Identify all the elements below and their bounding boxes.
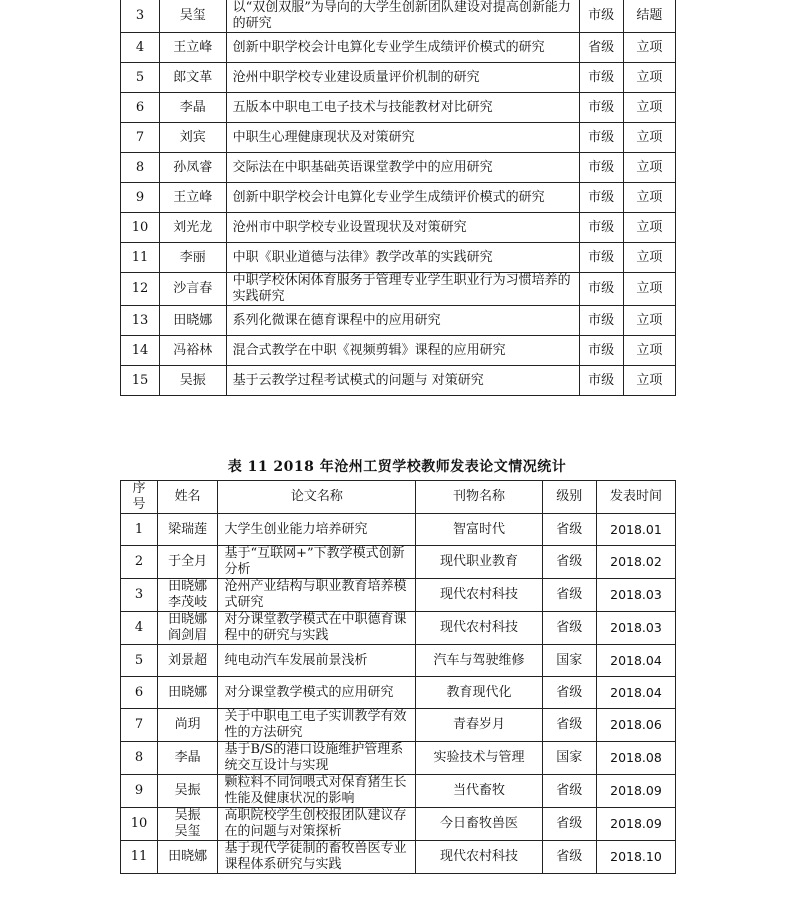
table-row bbox=[121, 709, 676, 742]
paper-date: 2018.03 bbox=[596, 612, 675, 645]
project-level: 市级 bbox=[579, 243, 623, 273]
project-status: 立项 bbox=[623, 123, 675, 153]
paper-level: 国家 bbox=[542, 645, 596, 677]
paper-journal: 现代农村科技 bbox=[416, 612, 542, 645]
paper-no: 1 bbox=[121, 514, 158, 546]
project-leader: 沙言春 bbox=[159, 273, 226, 306]
project-leader: 吴振 bbox=[159, 366, 226, 396]
papers-table bbox=[120, 480, 676, 874]
project-leader: 冯裕林 bbox=[159, 336, 226, 366]
project-title: 沧州市中职学校专业设置现状及对策研究 bbox=[226, 213, 579, 243]
paper-title: 纯电动汽车发展前景浅析 bbox=[218, 645, 416, 677]
project-title: 混合式教学在中职《视频剪辑》课程的应用研究 bbox=[226, 336, 579, 366]
paper-authors bbox=[157, 709, 218, 742]
paper-date: 2018.09 bbox=[596, 808, 675, 841]
project-no: 8 bbox=[121, 153, 160, 183]
project-status: 立项 bbox=[623, 213, 675, 243]
paper-date: 2018.10 bbox=[596, 841, 675, 874]
project-leader: 田晓娜 bbox=[159, 306, 226, 336]
project-status: 立项 bbox=[623, 153, 675, 183]
paper-no: 11 bbox=[121, 841, 158, 874]
project-title: 交际法在中职基础英语课堂教学中的应用研究 bbox=[226, 153, 579, 183]
project-level: 市级 bbox=[579, 123, 623, 153]
table-row bbox=[121, 33, 676, 63]
paper-authors bbox=[157, 775, 218, 808]
paper-no: 10 bbox=[121, 808, 158, 841]
header-name: 姓名 bbox=[157, 481, 218, 514]
paper-level: 国家 bbox=[542, 742, 596, 775]
paper-authors bbox=[157, 841, 218, 874]
project-title: 五版本中职电工电子技术与技能教材对比研究 bbox=[226, 93, 579, 123]
papers-table-header bbox=[121, 481, 676, 514]
table-row bbox=[121, 742, 676, 775]
project-level: 市级 bbox=[579, 153, 623, 183]
project-title: 中职《职业道德与法律》教学改革的实践研究 bbox=[226, 243, 579, 273]
paper-title: 颗粒料不同饲喂式对保育猪生长性能及健康状况的影响 bbox=[218, 775, 416, 808]
project-level: 市级 bbox=[579, 183, 623, 213]
project-leader: 刘光龙 bbox=[159, 213, 226, 243]
table-row bbox=[121, 514, 676, 546]
paper-authors bbox=[157, 612, 218, 645]
table-row bbox=[121, 63, 676, 93]
table-row bbox=[121, 93, 676, 123]
project-status: 立项 bbox=[623, 366, 675, 396]
paper-title: 对分课堂教学模式的应用研究 bbox=[218, 677, 416, 709]
paper-journal: 青春岁月 bbox=[416, 709, 542, 742]
paper-no: 7 bbox=[121, 709, 158, 742]
paper-level: 省级 bbox=[542, 612, 596, 645]
paper-level: 省级 bbox=[542, 579, 596, 612]
project-no: 5 bbox=[121, 63, 160, 93]
project-status: 结题 bbox=[623, 0, 675, 33]
project-no: 6 bbox=[121, 93, 160, 123]
table-row bbox=[121, 123, 676, 153]
project-title: 沧州中职学校专业建设质量评价机制的研究 bbox=[226, 63, 579, 93]
paper-title: 高职院校学生创校报团队建议存在的问题与对策探析 bbox=[218, 808, 416, 841]
paper-level: 省级 bbox=[542, 808, 596, 841]
paper-journal: 当代畜牧 bbox=[416, 775, 542, 808]
paper-date: 2018.08 bbox=[596, 742, 675, 775]
table-row bbox=[121, 841, 676, 874]
paper-journal: 现代农村科技 bbox=[416, 841, 542, 874]
paper-date: 2018.02 bbox=[596, 546, 675, 579]
author-name: 梁瑞莲 bbox=[168, 521, 208, 537]
project-leader: 刘宾 bbox=[159, 123, 226, 153]
table-row bbox=[121, 336, 676, 366]
author-name: 吴振 bbox=[174, 783, 201, 798]
paper-authors bbox=[157, 677, 218, 709]
table-11-caption: 表 11 2018 年沧州工贸学校教师发表论文情况统计 bbox=[227, 459, 567, 475]
project-level: 市级 bbox=[579, 213, 623, 243]
header-level: 级别 bbox=[542, 481, 596, 514]
table-row bbox=[121, 775, 676, 808]
paper-authors bbox=[157, 514, 218, 546]
author-name: 田晓娜 bbox=[168, 612, 208, 627]
project-title: 中职学校休闲体育服务于管理专业学生职业行为习惯培养的实践研究 bbox=[226, 273, 579, 306]
project-status: 立项 bbox=[623, 336, 675, 366]
project-level: 市级 bbox=[579, 306, 623, 336]
paper-authors bbox=[157, 645, 218, 677]
project-title: 基于云教学过程考试模式的问题与 对策研究 bbox=[226, 366, 579, 396]
paper-date: 2018.01 bbox=[596, 514, 675, 546]
table-row bbox=[121, 645, 676, 677]
project-level: 市级 bbox=[579, 273, 623, 306]
project-leader: 王立峰 bbox=[159, 183, 226, 213]
header-date: 发表时间 bbox=[596, 481, 675, 514]
project-title: 以“双创双服”为导向的大学生创新团队建设对提高创新能力的研究 bbox=[226, 0, 579, 33]
paper-no: 5 bbox=[121, 645, 158, 677]
paper-no: 9 bbox=[121, 775, 158, 808]
table-row bbox=[121, 579, 676, 612]
project-no: 7 bbox=[121, 123, 160, 153]
header-title: 论文名称 bbox=[218, 481, 416, 514]
project-no: 12 bbox=[121, 273, 160, 306]
paper-title: 基于B/S的港口设施维护管理系统交互设计与实现 bbox=[218, 742, 416, 775]
project-leader: 李丽 bbox=[159, 243, 226, 273]
table-row bbox=[121, 808, 676, 841]
paper-authors bbox=[157, 546, 218, 579]
project-status: 立项 bbox=[623, 273, 675, 306]
project-status: 立项 bbox=[623, 243, 675, 273]
project-title: 创新中职学校会计电算化专业学生成绩评价模式的研究 bbox=[226, 183, 579, 213]
paper-journal: 智富时代 bbox=[416, 514, 542, 546]
author-name: 李晶 bbox=[174, 750, 201, 765]
paper-level: 省级 bbox=[542, 677, 596, 709]
project-no: 9 bbox=[121, 183, 160, 213]
paper-title: 关于中职电工电子实训教学有效性的方法研究 bbox=[218, 709, 416, 742]
project-no: 4 bbox=[121, 33, 160, 63]
project-leader: 郎文革 bbox=[159, 63, 226, 93]
paper-title: 基于现代学徒制的畜牧兽医专业课程体系研究与实践 bbox=[218, 841, 416, 874]
project-status: 立项 bbox=[623, 183, 675, 213]
paper-level: 省级 bbox=[542, 514, 596, 546]
author-name: 刘景超 bbox=[168, 652, 208, 668]
project-leader: 王立峰 bbox=[159, 33, 226, 63]
project-level: 市级 bbox=[579, 0, 623, 33]
paper-journal: 今日畜牧兽医 bbox=[416, 808, 542, 841]
research-projects-table bbox=[120, 0, 676, 396]
paper-date: 2018.03 bbox=[596, 579, 675, 612]
author-name: 田晓娜 bbox=[168, 579, 208, 594]
project-leader: 孙凤睿 bbox=[159, 153, 226, 183]
project-no: 13 bbox=[121, 306, 160, 336]
paper-no: 2 bbox=[121, 546, 158, 579]
project-status: 立项 bbox=[623, 93, 675, 123]
table-row bbox=[121, 213, 676, 243]
header-row bbox=[121, 481, 676, 514]
paper-authors bbox=[157, 579, 218, 612]
paper-date: 2018.04 bbox=[596, 677, 675, 709]
paper-date: 2018.06 bbox=[596, 709, 675, 742]
project-level: 市级 bbox=[579, 336, 623, 366]
author-name: 吴玺 bbox=[174, 824, 201, 839]
author-name: 尚玥 bbox=[174, 717, 201, 732]
project-status: 立项 bbox=[623, 306, 675, 336]
project-no: 10 bbox=[121, 213, 160, 243]
research-projects-body bbox=[121, 0, 676, 396]
project-level: 市级 bbox=[579, 93, 623, 123]
paper-date: 2018.04 bbox=[596, 645, 675, 677]
paper-title: 沧州产业结构与职业教育培养模式研究 bbox=[218, 579, 416, 612]
project-leader: 吴玺 bbox=[159, 0, 226, 33]
project-no: 14 bbox=[121, 336, 160, 366]
table-row bbox=[121, 273, 676, 306]
paper-journal: 汽车与驾驶维修 bbox=[416, 645, 542, 677]
project-title: 系列化微课在德育课程中的应用研究 bbox=[226, 306, 579, 336]
paper-date: 2018.09 bbox=[596, 775, 675, 808]
project-status: 立项 bbox=[623, 63, 675, 93]
header-journal: 刊物名称 bbox=[416, 481, 542, 514]
paper-level: 省级 bbox=[542, 775, 596, 808]
paper-level: 省级 bbox=[542, 546, 596, 579]
project-title: 创新中职学校会计电算化专业学生成绩评价模式的研究 bbox=[226, 33, 579, 63]
table-row bbox=[121, 0, 676, 33]
paper-journal: 现代职业教育 bbox=[416, 546, 542, 579]
author-name: 阎剑眉 bbox=[168, 628, 208, 643]
paper-no: 8 bbox=[121, 742, 158, 775]
table-row bbox=[121, 366, 676, 396]
project-leader: 李晶 bbox=[159, 93, 226, 123]
paper-title: 大学生创业能力培养研究 bbox=[218, 514, 416, 546]
paper-authors bbox=[157, 742, 218, 775]
author-name: 李茂岐 bbox=[168, 595, 208, 610]
paper-level: 省级 bbox=[542, 709, 596, 742]
paper-level: 省级 bbox=[542, 841, 596, 874]
paper-title: 对分课堂教学模式在中职德育课程中的研究与实践 bbox=[218, 612, 416, 645]
table-row bbox=[121, 243, 676, 273]
author-name: 田晓娜 bbox=[168, 684, 208, 700]
paper-no: 6 bbox=[121, 677, 158, 709]
project-level: 市级 bbox=[579, 366, 623, 396]
project-no: 15 bbox=[121, 366, 160, 396]
table-row bbox=[121, 183, 676, 213]
paper-no: 4 bbox=[121, 612, 158, 645]
papers-table-body bbox=[121, 514, 676, 874]
paper-journal: 实验技术与管理 bbox=[416, 742, 542, 775]
project-level: 省级 bbox=[579, 33, 623, 63]
paper-authors bbox=[157, 808, 218, 841]
table-row bbox=[121, 306, 676, 336]
project-status: 立项 bbox=[623, 33, 675, 63]
paper-no: 3 bbox=[121, 579, 158, 612]
project-level: 市级 bbox=[579, 63, 623, 93]
paper-journal: 教育现代化 bbox=[416, 677, 542, 709]
paper-journal: 现代农村科技 bbox=[416, 579, 542, 612]
project-title: 中职生心理健康现状及对策研究 bbox=[226, 123, 579, 153]
table-row bbox=[121, 677, 676, 709]
header-no: 序号 bbox=[121, 481, 158, 514]
author-name: 吴振 bbox=[174, 808, 201, 823]
project-no: 11 bbox=[121, 243, 160, 273]
table-row bbox=[121, 546, 676, 579]
paper-title: 基于“互联网+”下教学模式创新分析 bbox=[218, 546, 416, 579]
table-row bbox=[121, 153, 676, 183]
author-name: 田晓娜 bbox=[168, 849, 208, 864]
project-no: 3 bbox=[121, 0, 160, 33]
table-row bbox=[121, 612, 676, 645]
author-name: 于全月 bbox=[168, 554, 208, 569]
